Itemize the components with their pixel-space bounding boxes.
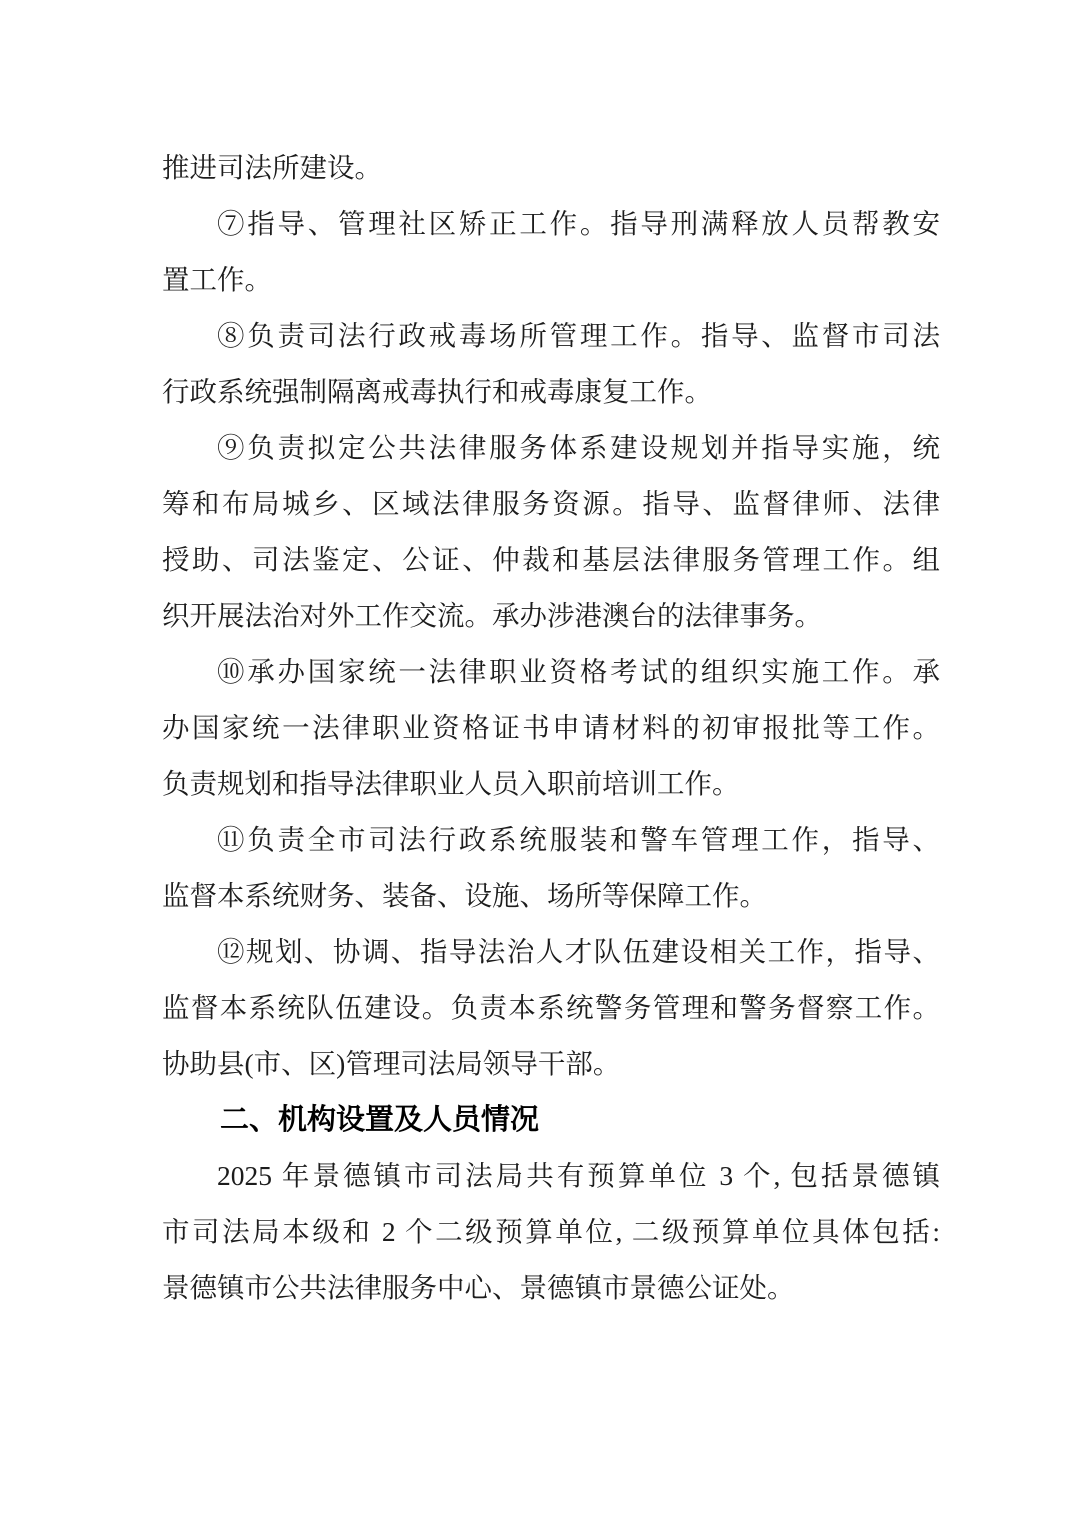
text-line: 置工作。	[162, 264, 272, 295]
text-line: 织开展法治对外工作交流。承办涉港澳台的法律事务。	[162, 600, 822, 631]
text-line: 负责规划和指导法律职业人员入职前培训工作。	[162, 768, 740, 799]
section-heading: 二、机构设置及人员情况	[220, 1104, 540, 1136]
document-content	[162, 140, 940, 1316]
text-line: 景德镇市公共法律服务中心、景德镇市景德公证处。	[162, 1272, 795, 1303]
text-line: 授助、司法鉴定、公证、仲裁和基层法律服务管理工作。组	[162, 544, 940, 575]
text-line: 监督本系统队伍建设。负责本系统警务管理和警务督察工作。	[162, 992, 940, 1023]
text-line: ⑨负责拟定公共法律服务体系建设规划并指导实施，统	[217, 432, 940, 463]
text-line: ⑫规划、协调、指导法治人才队伍建设相关工作，指导、	[217, 936, 940, 967]
text-line: 办国家统一法律职业资格证书申请材料的初审报批等工作。	[162, 712, 940, 743]
text-line: ⑪负责全市司法行政系统服装和警车管理工作，指导、	[217, 824, 940, 855]
text-line: ⑩承办国家统一法律职业资格考试的组织实施工作。承	[217, 656, 940, 687]
text-line: 2025 年景德镇市司法局共有预算单位 3 个, 包括景德镇	[217, 1160, 940, 1191]
text-line: 监督本系统财务、装备、设施、场所等保障工作。	[162, 880, 767, 911]
text-line: 协助县(市、区)管理司法局领导干部。	[162, 1048, 621, 1079]
text-line: ⑦指导、管理社区矫正工作。指导刑满释放人员帮教安	[217, 208, 940, 239]
text-line: 推进司法所建设。	[162, 152, 382, 183]
text-line: ⑧负责司法行政戒毒场所管理工作。指导、监督市司法	[217, 320, 940, 351]
text-line: 市司法局本级和 2 个二级预算单位, 二级预算单位具体包括:	[162, 1216, 940, 1247]
text-line: 筹和布局城乡、区域法律服务资源。指导、监督律师、法律	[162, 488, 940, 519]
text-line: 行政系统强制隔离戒毒执行和戒毒康复工作。	[162, 376, 712, 407]
